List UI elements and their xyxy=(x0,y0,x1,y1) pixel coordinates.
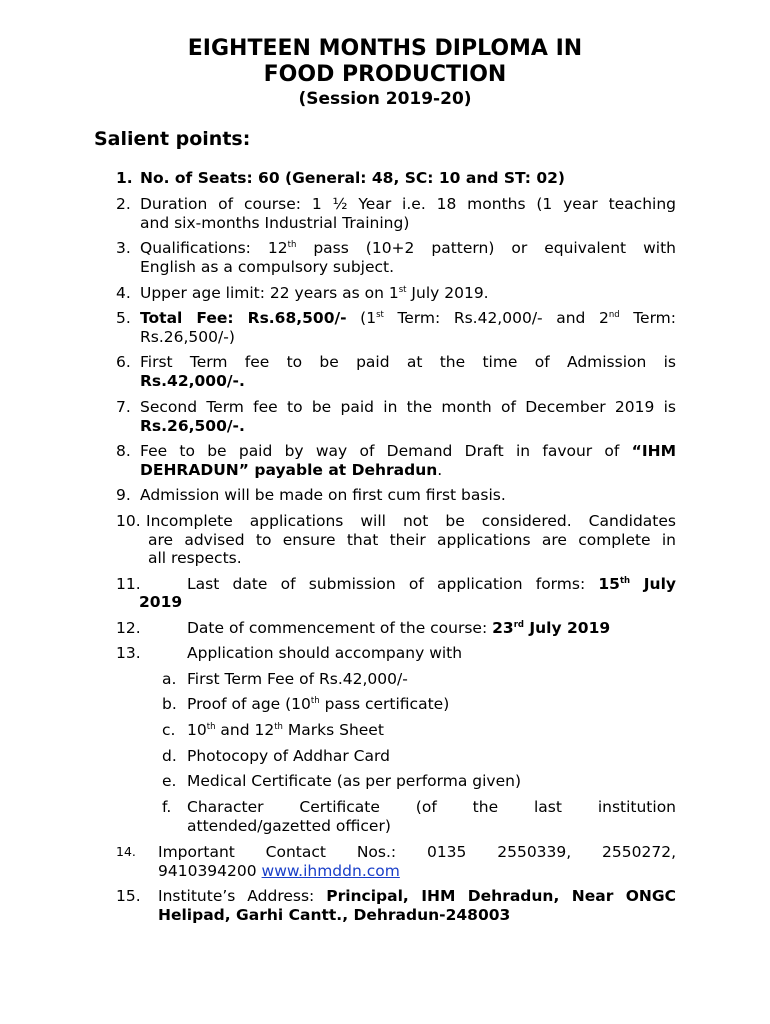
item-line: English as a compulsory subject. xyxy=(140,257,395,276)
text-run: and 12 xyxy=(215,721,275,739)
item-text: No. of Seats: 60 (General: 48, SC: 10 and ST: 02) xyxy=(140,169,565,187)
text-run: Term: Rs.42,000/- and 2 xyxy=(383,309,609,327)
text-run: Proof of age (10 xyxy=(187,695,311,713)
item-text xyxy=(140,398,676,435)
item-number: 3. xyxy=(116,239,131,257)
sub-item-text xyxy=(187,798,676,835)
text-run: Last date of submission of application forms: xyxy=(187,575,586,593)
item-line: Important Contact Nos.: 0135 2550339, 2550272, xyxy=(158,843,676,861)
sub-item-label: c. xyxy=(162,721,176,739)
superscript: nd xyxy=(608,310,620,320)
text-run: 15 xyxy=(598,575,620,593)
salient-heading: Salient points: xyxy=(94,128,251,150)
deadline-year: 2019 xyxy=(139,593,183,611)
superscript: th xyxy=(287,240,297,250)
text-run: Institute’s Address: xyxy=(158,887,327,905)
item-line: all respects. xyxy=(148,549,242,567)
superscript: st xyxy=(398,285,407,295)
address-text: Helipad, Garhi Cantt., Dehradun-248003 xyxy=(158,905,511,924)
item-line: Incomplete applications will not be considered. Candidates xyxy=(146,512,676,530)
text-run: July 2019. xyxy=(406,284,489,302)
text-run: Fee to be paid by way of Demand Draft in favour of xyxy=(140,442,620,460)
sub-item-label: f. xyxy=(162,798,172,816)
sub-item-label: e. xyxy=(162,772,177,790)
phone-number: 9410394200 xyxy=(158,861,262,880)
item-number: 6. xyxy=(116,353,131,371)
sub-item-text: Photocopy of Addhar Card xyxy=(187,747,390,765)
sub-item-label: d. xyxy=(162,747,177,765)
sub-item-text: Medical Certificate (as per performa given) xyxy=(187,772,522,790)
item-text xyxy=(148,512,676,568)
text-run: Term: xyxy=(619,309,676,327)
address-text: Principal, IHM Dehradun, Near ONGC xyxy=(326,887,676,905)
item-number: 14. xyxy=(116,844,136,859)
item-text xyxy=(140,442,676,479)
item-line: and six-months Industrial Training) xyxy=(140,213,410,232)
item-line: Rs.26,500/-) xyxy=(140,327,235,346)
text-run: July xyxy=(630,575,676,593)
item-text: Application should accompany with xyxy=(187,644,463,662)
item-number: 13. xyxy=(116,644,141,662)
item-text xyxy=(140,195,676,232)
session-label: (Session 2019-20) xyxy=(298,89,472,109)
item-number: 9. xyxy=(116,486,131,504)
text-run: 10 xyxy=(187,721,207,739)
item-line xyxy=(140,442,676,461)
item-line xyxy=(140,239,676,258)
item-text xyxy=(187,619,676,638)
second-term-fee: Rs.26,500/-. xyxy=(140,416,245,435)
superscript: th xyxy=(310,696,320,706)
item-line: are advised to ensure that their applications are complete in xyxy=(148,530,676,549)
item-text xyxy=(187,575,676,594)
item-number: 12. xyxy=(116,619,141,637)
item-text xyxy=(140,239,676,276)
text-run: July 2019 xyxy=(523,619,611,637)
text-run: pass (10+2 pattern) or equivalent with xyxy=(296,239,676,257)
sub-item-label: b. xyxy=(162,695,177,713)
title-line-1: EIGHTEEN MONTHS DIPLOMA IN xyxy=(187,36,583,61)
item-number: 8. xyxy=(116,442,131,460)
item-text xyxy=(140,309,676,346)
item-text xyxy=(140,353,676,390)
item-number: 1. xyxy=(116,169,133,187)
item-text xyxy=(158,843,676,880)
superscript: st xyxy=(376,310,384,320)
item-number: 10. xyxy=(116,512,141,530)
item-number: 15. xyxy=(116,887,141,905)
first-term-fee: Rs.42,000/-. xyxy=(140,371,245,390)
item-line xyxy=(187,575,676,594)
item-line xyxy=(158,887,676,906)
item-text xyxy=(140,284,676,303)
text-run: Upper age limit: 22 years as on 1 xyxy=(140,284,399,302)
superscript: th xyxy=(206,722,216,732)
item-line: Second Term fee to be paid in the month of December 2019 is xyxy=(140,398,676,416)
superscript: th xyxy=(619,576,631,586)
item-line: Duration of course: 1 ½ Year i.e. 18 months (1 year teaching xyxy=(140,195,676,213)
item-number: 11. xyxy=(116,575,141,593)
superscript: th xyxy=(274,722,283,732)
item-line xyxy=(140,461,676,480)
total-fee: Total Fee: Rs.68,500/- xyxy=(140,309,347,327)
item-number: 2. xyxy=(116,195,131,213)
text-run: Qualifications: 12 xyxy=(140,239,288,257)
item-line: First Term fee to be paid at the time of Admission is xyxy=(140,353,676,371)
item-text xyxy=(158,887,676,924)
text-run: . xyxy=(437,460,443,479)
text-run: Marks Sheet xyxy=(282,721,384,739)
item-line: attended/gazetted officer) xyxy=(187,816,391,835)
item-number: 4. xyxy=(116,284,131,302)
text-run: (1 xyxy=(346,309,377,327)
item-text: Admission will be made on first cum first basis. xyxy=(140,486,506,504)
text-run: Date of commencement of the course: xyxy=(187,619,493,637)
item-line: Character Certificate (of the last institution xyxy=(187,798,676,816)
text-run: “IHM xyxy=(631,442,676,460)
item-number: 5. xyxy=(116,309,131,327)
text-run: DEHRADUN” payable at Dehradun xyxy=(140,460,438,479)
website-link[interactable]: www.ihmddn.com xyxy=(261,861,400,880)
text-run: 23 xyxy=(492,619,514,637)
superscript: rd xyxy=(513,620,524,630)
item-number: 7. xyxy=(116,398,131,416)
sub-item-text xyxy=(187,695,449,714)
item-line xyxy=(158,862,676,881)
sub-item-label: a. xyxy=(162,670,177,688)
item-line xyxy=(140,309,676,328)
deadline-date xyxy=(598,575,676,593)
text-run: pass certificate) xyxy=(319,695,450,713)
title-line-2: FOOD PRODUCTION xyxy=(263,62,507,87)
commencement-date xyxy=(492,619,610,637)
sub-item-text xyxy=(187,721,384,740)
sub-item-text: First Term Fee of Rs.42,000/- xyxy=(187,670,408,688)
